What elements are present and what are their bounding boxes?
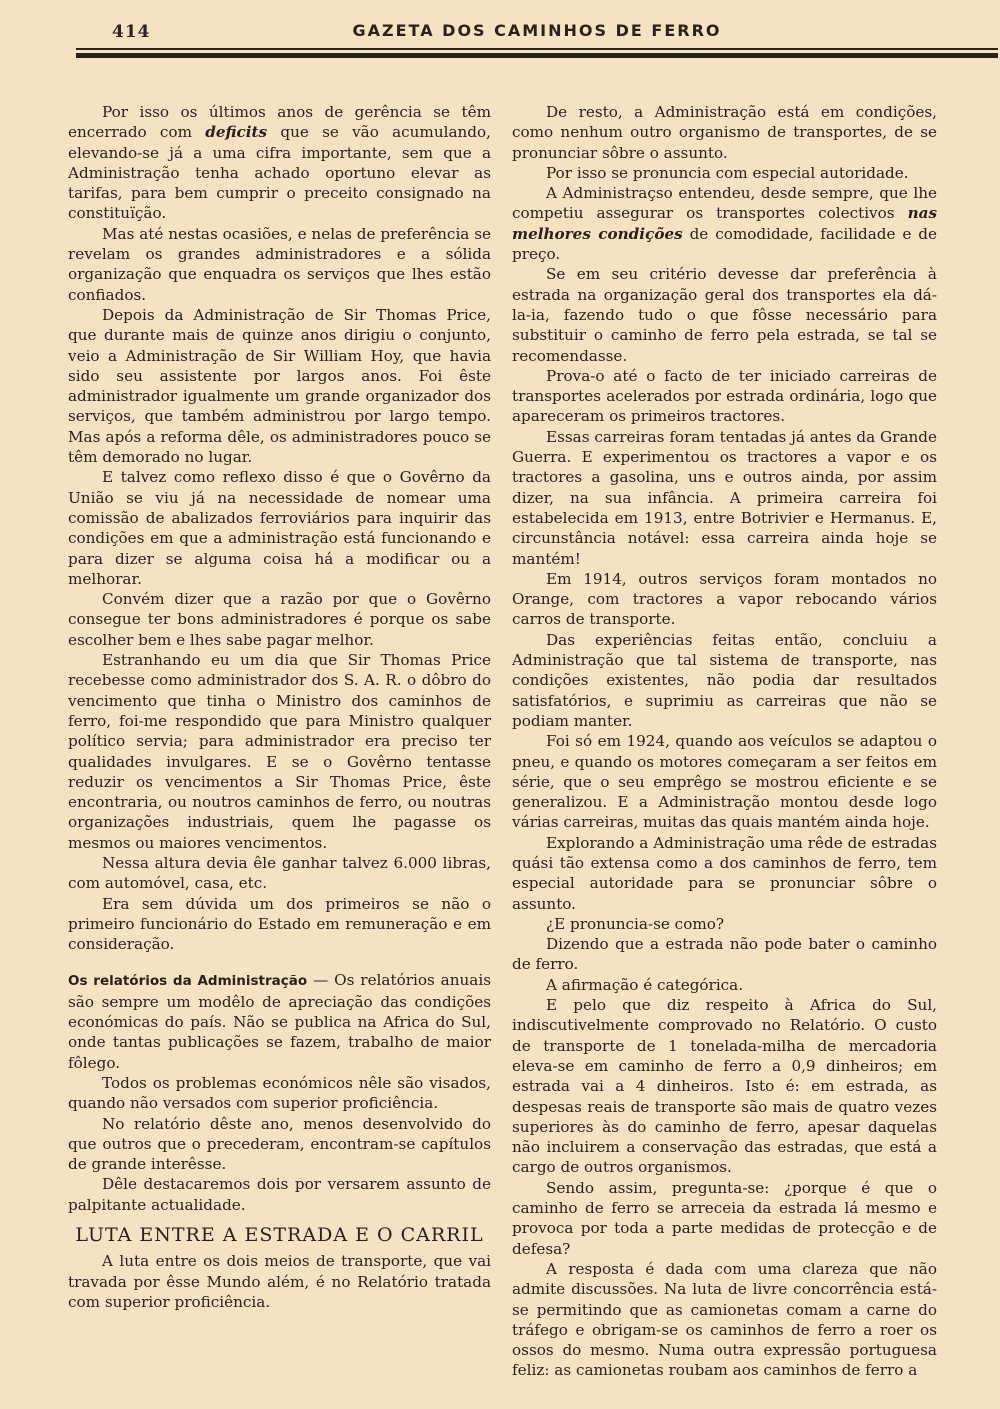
section-heading: LUTA ENTRE A ESTRADA E O CARRIL: [75, 1224, 484, 1247]
paragraph: A resposta é dada com uma clareza que não admite discussões. Na luta de livre concorrência está-se permitindo que as camionetas comam a carne do tráfego e obrigam-se os caminhos de ferro a roer os ossos do mesmo. Numa outra expressão portuguesa feliz: as camionetas roubam aos caminhos de ferro a: [512, 1259, 937, 1380]
paragraph: [68, 970, 491, 1072]
paragraph: [68, 102, 491, 224]
paragraph: Explorando a Administração uma rêde de estradas quási tão extensa como a dos caminhos de ferro, tem especial autoridade para se pronunciar sôbre o assunto.: [512, 833, 937, 913]
paragraph: Depois da Administração de Sir Thomas Price, que durante mais de quinze anos dirigiu o conjunto, veio a Administração de Sir William Hoy, que havia sido seu assistente por largos anos. Foi êste administrador igualmente um grande organizador dos serviços, que também administrou por largo tempo. Mas após a reforma dêle, os administradores pouco se têm demorado no lugar.: [68, 305, 491, 467]
paragraph: A afirmação é categórica.: [546, 975, 744, 994]
paragraph: De resto, a Administração está em condições, como nenhum outro organismo de transportes, de se pronunciar sôbre o assunto.: [512, 103, 937, 162]
paragraph: A luta entre os dois meios de transporte, que vai travada por êsse Mundo além, é no Relatório tratada com superior proficiência.: [68, 1252, 491, 1311]
paragraph: Das experiências feitas então, concluiu a Administração que tal sistema de transporte, nas condições existentes, não podia dar resultados satisfatórios, e suprimiu as carreiras que não se podiam manter.: [512, 630, 937, 730]
paragraph: No relatório dêste ano, menos desenvolvido do que outros que o precederam, encontram-se capítulos de grande interêsse.: [68, 1114, 491, 1174]
text-run: que se vão acumulando, elevando-se já a uma cifra importante, sem que a Administração tenha achado oportuno elevar as tarifas, para bem cumprir o preceito consignado na constituïção.: [68, 123, 491, 223]
left-column: [68, 102, 491, 1312]
right-column: [512, 102, 937, 1381]
paragraph: Era sem dúvida um dos primeiros se não o primeiro funcionário do Estado em remuneração e em consideração.: [68, 894, 491, 954]
journal-title: GAZETA DOS CAMINHOS DE FERRO: [352, 21, 722, 40]
paragraph: Se em seu critério devesse dar preferência à estrada na organização geral dos transportes ela dá-la-ia, fazendo tudo o que fôsse necessário para substituir o caminho de ferro pela estrada, se tal se recomendasse.: [512, 265, 937, 365]
header-rule: [76, 48, 998, 58]
section-lead: Os relatórios da Administração: [68, 973, 308, 990]
paragraph: Mas até nestas ocasiões, e nelas de preferência se revelam os grandes administradores e a sólida organização que enquadra os serviços que lhes estão confiados.: [68, 224, 491, 304]
paragraph: Nessa altura devia êle ganhar talvez 6.000 libras, com automóvel, casa, etc.: [68, 853, 491, 893]
italic-term: deficits: [205, 123, 268, 142]
paragraph: Convém dizer que a razão por que o Govêrno consegue ter bons administradores é porque os sabe escolher bem e lhes sabe pagar melhor.: [68, 590, 491, 649]
paragraph: Essas carreiras foram tentadas já antes da Grande Guerra. E experimentou os tractores a vapor e os tractores a gasolina, uns e outros ainda, por assim dizer, na sua infância. A primeira carreira foi estabelecida em 1913, entre Botrivier e Hermanus. E, circunstância notável: essa carreira ainda hoje se mantém!: [512, 427, 937, 568]
page-header: [76, 18, 998, 50]
text-run: — Os relatórios anuais são sempre um modêlo de apreciação das condições económicas do país. Não se publica na Africa do Sul, onde tantas publicações se fazem, trabalho de maior fôlego.: [68, 971, 491, 1072]
paragraph: ¿E pronuncia-se como?: [546, 914, 725, 933]
paragraph: Todos os problemas económicos nêle são visados, quando não versados com superior proficiência.: [68, 1073, 491, 1113]
page-number: 414: [112, 22, 151, 42]
paragraph: Foi só em 1924, quando aos veículos se adaptou o pneu, e quando os motores começaram a ser feitos em série, que o seu emprêgo se mostrou eficiente e se generalizou. E a Administração montou desde logo várias carreiras, muitas das quais mantém ainda hoje.: [512, 732, 937, 832]
italic-term: nas melhores condições: [512, 204, 937, 243]
paragraph: Prova-o até o facto de ter iniciado carreiras de transportes acelerados por estrada ordinária, logo que apareceram os primeiros tractores.: [512, 366, 937, 426]
paragraph: Estranhando eu um dia que Sir Thomas Price recebesse como administrador dos S. A. R. o dôbro do vencimento que tinha o Ministro dos caminhos de ferro, foi-me respondido que para Ministro qualquer político servia; para administrador era preciso ter qualidades invulgares. E se o Govêrno tentasse reduzir os vencimentos a Sir Thomas Price, êste encontraria, ou noutros caminhos de ferro, ou noutras organizações industriais, quem lhe pagasse os mesmos ou maiores vencimentos.: [68, 651, 491, 852]
paragraph: [512, 183, 937, 264]
paragraph: Por isso se pronuncia com especial autoridade.: [546, 163, 909, 182]
text-run: de comodidade, facilidade e de preço.: [512, 224, 937, 264]
paragraph: E talvez como reflexo disso é que o Govêrno da União se viu já na necessidade de nomear uma comissão de abalizados ferroviários para inquirir das condições em que a administração está funcionando e para dizer se alguma coisa há a modificar ou a melhorar.: [68, 468, 491, 588]
paragraph: Dizendo que a estrada não pode bater o caminho de ferro.: [512, 935, 937, 974]
text-run: A Administraçso entendeu, desde sempre, que lhe competiu assegurar os transportes colectivos: [512, 184, 937, 223]
paragraph: Sendo assim, pregunta-se: ¿porque é que o caminho de ferro se arreceia da estrada lá mesmo e provoca por toda a parte medidas de protecção e de defesa?: [512, 1178, 937, 1258]
paragraph: Dêle destacaremos dois por versarem assunto de palpitante actualidade.: [68, 1175, 491, 1214]
paragraph: Em 1914, outros serviços foram montados no Orange, com tractores a vapor rebocando vários carros de transporte.: [512, 569, 937, 629]
paragraph: E pelo que diz respeito à Africa do Sul, indiscutivelmente comprovado no Relatório. O custo de transporte de 1 tonelada-milha de mercadoria eleva-se em caminho de ferro a 0,9 dinheiros; em estrada vai a 4 dinheiros. Isto é: em estrada, as despesas reais de transporte são mais de quatro vezes superiores às do caminho de ferro, apesar daquelas não incluirem a conservação das estradas, que está a cargo de outros organismos.: [512, 996, 937, 1177]
text-run: Por isso os últimos anos de gerência se têm encerrado com: [68, 103, 491, 142]
